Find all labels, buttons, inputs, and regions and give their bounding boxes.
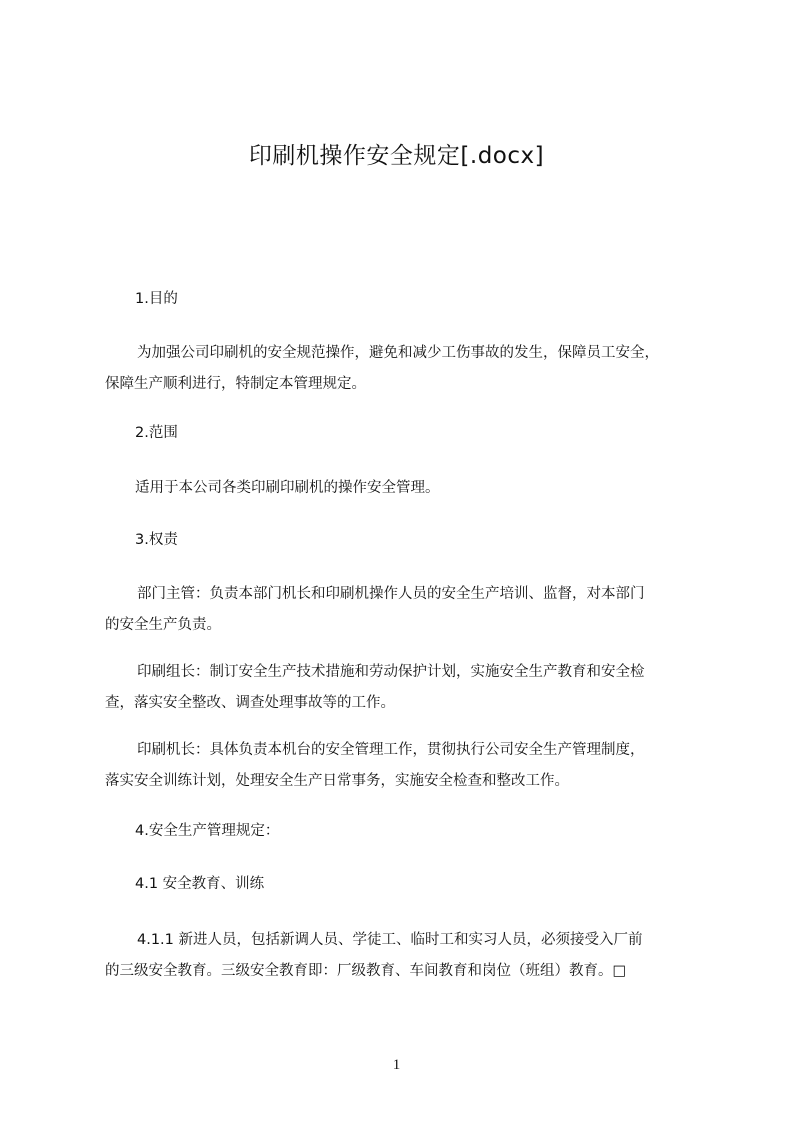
paragraph-line: 的安全生产负责。 [105,617,221,633]
document-title: 印刷机操作安全规定[.docx] [248,143,545,169]
paragraph-dept-manager [105,579,705,641]
section-heading-purpose [105,284,705,315]
heading-text: 4.安全生产管理规定： [135,823,280,839]
paragraph-print-team-leader [105,657,705,719]
heading-text: 1.目的 [135,291,178,307]
page-number: 1 [392,1057,401,1073]
paragraph-line: 查，落实安全整改、调查处理事故等的工作。 [105,695,395,711]
heading-text: 3.权责 [135,532,178,548]
paragraph-line: 落实安全训练计划，处理安全生产日常事务，实施安全检查和整改工作。 [105,773,569,789]
section-heading-scope [105,418,705,449]
paragraph-line: 适用于本公司各类印刷印刷机的操作安全管理。 [135,480,440,496]
paragraph-line: 为加强公司印刷机的安全规范操作，避免和减少工伤事故的发生，保障员工安全， [137,345,659,361]
paragraph-line: 保障生产顺利进行，特制定本管理规定。 [105,376,366,392]
paragraph-scope [105,473,705,504]
paragraph-new-staff-education [105,925,705,987]
section-heading-responsibility [105,525,705,556]
paragraph-line: 印刷组长：制订安全生产技术措施和劳动保护计划，实施安全生产教育和安全检 [137,664,645,680]
heading-text: 2.范围 [135,425,178,441]
paragraph-machine-captain [105,735,705,797]
paragraph-line: 部门主管：负责本部门机长和印刷机操作人员的安全生产培训、监督，对本部门 [137,586,645,602]
paragraph-purpose [105,338,705,400]
section-heading-safety-rules [105,816,705,847]
paragraph-line: 4.1.1 新进人员，包括新调人员、学徒工、临时工和实习人员，必须接受入厂前 [137,932,643,948]
paragraph-line: 印刷机长：具体负责本机台的安全管理工作，贯彻执行公司安全生产管理制度， [137,742,645,758]
subsection-heading-education [105,869,705,900]
heading-text: 4.1 安全教育、训练 [135,876,265,892]
paragraph-line: 的三级安全教育。三级安全教育即：厂级教育、车间教育和岗位（班组）教育。□ [105,963,627,979]
